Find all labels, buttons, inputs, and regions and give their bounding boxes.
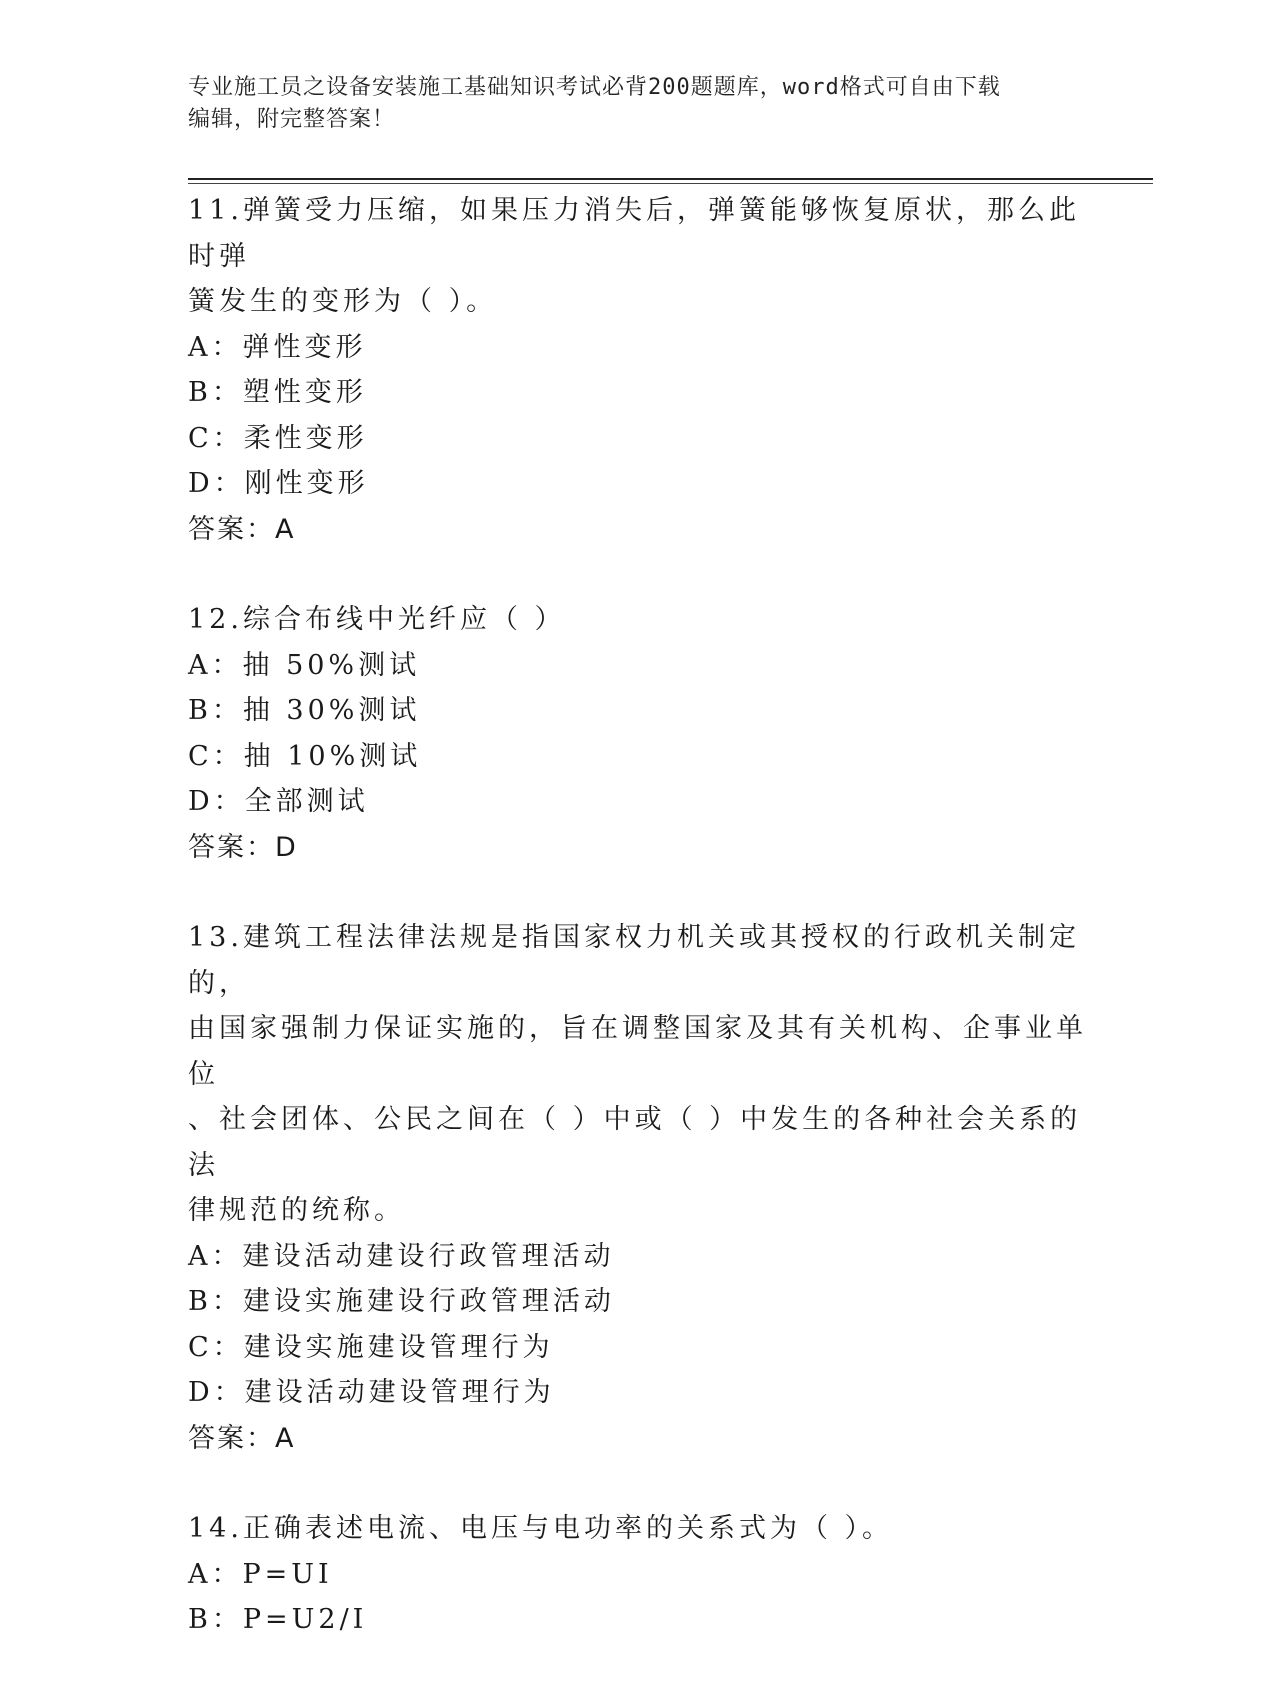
option-a: A：P=UI: [188, 1558, 333, 1590]
option-d: D：全部测试: [188, 786, 369, 817]
option-c: C：抽 10%测试: [188, 740, 422, 772]
option-a: A：抽 50%测试: [188, 649, 421, 681]
option-a: A：弹性变形: [188, 331, 367, 363]
question-stem-line: 、社会团体、公民之间在（ ）中或（ ）中发生的各种社会关系的法: [188, 1104, 1082, 1181]
option-a: A：建设活动建设行政管理活动: [188, 1240, 615, 1272]
option-b: B：抽 30%测试: [188, 695, 421, 726]
question-stem-line: 11.弹簧受力压缩，如果压力消失后，弹簧能够恢复原状，那么此时弹: [188, 195, 1080, 272]
option-d: D：刚性变形: [188, 468, 369, 499]
question-stem-line: 簧发生的变形为（ ）。: [188, 286, 498, 317]
question-list: [188, 188, 1088, 1688]
header-divider-thin: [188, 183, 1153, 184]
option-b: B：建设实施建设行政管理活动: [188, 1286, 615, 1317]
header-divider: [188, 178, 1153, 180]
answer: 答案：D: [188, 831, 298, 863]
question-11: [188, 188, 1088, 552]
answer: 答案：A: [188, 513, 296, 545]
header-title-line-1: 专业施工员之设备安装施工基础知识考试必背200题题库，word格式可自由下载: [188, 75, 1001, 100]
option-b: B：P=U2/I: [188, 1604, 368, 1635]
document-header: [188, 72, 1088, 136]
option-b: B：塑性变形: [188, 377, 367, 408]
question-14: [188, 1506, 1088, 1643]
question-stem-line: 12.综合布线中光纤应（ ）: [188, 604, 566, 635]
option-c: C：柔性变形: [188, 422, 368, 454]
option-c: C：建设实施建设管理行为: [188, 1331, 554, 1363]
question-stem-line: 14.正确表述电流、电压与电功率的关系式为（ ）。: [188, 1513, 894, 1544]
question-12: [188, 597, 1088, 870]
header-title-line-2: 编辑，附完整答案！: [188, 107, 396, 132]
option-d: D：建设活动建设管理行为: [188, 1377, 555, 1408]
question-stem-line: 13.建筑工程法律法规是指国家权力机关或其授权的行政机关制定的，: [188, 922, 1080, 999]
question-stem-line: 由国家强制力保证实施的，旨在调整国家及其有关机构、企事业单位: [188, 1013, 1087, 1090]
answer: 答案：A: [188, 1422, 296, 1454]
question-stem-line: 律规范的统称。: [188, 1195, 405, 1226]
question-13: [188, 915, 1088, 1461]
